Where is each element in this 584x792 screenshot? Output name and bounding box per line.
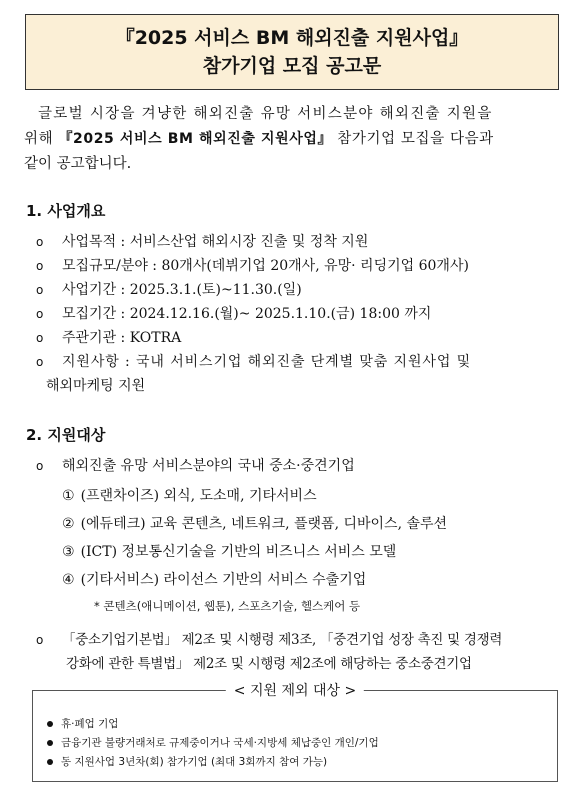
list-item [47, 753, 379, 772]
sub-item-text: (ICT) 정보통신기술을 기반의 비즈니스 서비스 모델 [80, 544, 397, 560]
intro-line-1: 글로벌 시장을 겨냥한 해외진출 유망 서비스분야 해외진출 지원을 [38, 106, 493, 122]
bullet-marker: o [36, 331, 44, 345]
list-item-text: 사업기간 : 2025.3.1.(토)~11.30.(일) [62, 282, 302, 298]
list-item [47, 715, 379, 734]
list-item [36, 278, 560, 302]
bullet-marker: o [36, 355, 45, 369]
sub-item-text: (프랜차이즈) 외식, 도소매, 기타서비스 [80, 488, 317, 504]
list-item-text: 모집기간 : 2024.12.16.(월)~ 2025.1.10.(금) 18:00 까지 [62, 306, 432, 322]
bullet-marker: o [36, 259, 44, 273]
sub-item-note: * 콘텐츠(애니메이션, 웹툰), 스포츠기술, 헬스케어 등 [94, 599, 361, 613]
list-item [36, 454, 560, 478]
sub-item-number: ④ [62, 572, 75, 588]
list-item [36, 628, 560, 652]
sub-item-number: ③ [62, 544, 75, 560]
section-1-title: 1. 사업개요 [26, 202, 106, 220]
list-item-text: 모집규모/분야 : 80개사(데뷔기업 20개사, 유망· 리딩기업 60개사) [62, 258, 469, 274]
title-box [25, 14, 559, 90]
section-1-list [36, 230, 560, 398]
intro-line-2-suffix: 참가기업 모집을 다음과 [337, 131, 494, 147]
section-2-title: 2. 지원대상 [26, 426, 106, 444]
list-item-continuation: 강화에 관한 특별법」 제2조 및 시행령 제2조에 해당하는 중소중견기업 [66, 656, 472, 672]
bullet-marker: o [36, 235, 44, 249]
bullet-marker: o [36, 459, 44, 473]
list-item [36, 230, 560, 254]
intro-paragraph [24, 102, 562, 177]
bullet-marker: o [36, 307, 44, 321]
sub-item-number: ② [62, 516, 75, 532]
sub-item [36, 538, 560, 566]
sub-item [36, 510, 560, 538]
intro-program-name: 『2025 서비스 BM 해외진출 지원사업』 [58, 131, 333, 147]
sub-item-text: (기타서비스) 라이선스 기반의 서비스 수출기업 [80, 572, 367, 588]
exclusion-item-text: 휴·폐업 기업 [61, 718, 119, 730]
bullet-marker: o [36, 633, 44, 647]
exclusion-item-text: 금융기관 불량거래처로 규제중이거나 국세·지방세 체납중인 개인/기업 [61, 737, 379, 749]
sub-item-number: ① [62, 488, 75, 504]
sub-item [36, 482, 560, 510]
bullet-marker: o [36, 283, 44, 297]
list-item [36, 254, 560, 278]
list-item-text: 사업목적 : 서비스산업 해외시장 진출 및 정착 지원 [62, 234, 369, 250]
list-item-text: 「중소기업기본법」 제2조 및 시행령 제3조, 「중견기업 성장 촉진 및 경쟁력 [62, 632, 503, 648]
page-subtitle: 참가기업 모집 공고문 [202, 55, 382, 77]
sub-item-text: (에듀테크) 교육 콘텐츠, 네트워크, 플랫폼, 디바이스, 솔루션 [80, 516, 448, 532]
list-item [36, 326, 560, 350]
exclusion-box [32, 683, 558, 782]
sub-item [36, 566, 560, 594]
intro-line-2-prefix: 위해 [24, 131, 59, 147]
list-item-continuation: 해외마케팅 지원 [46, 378, 146, 394]
section-2-list [36, 454, 560, 676]
bullet-dot-icon [47, 721, 53, 727]
page-title: 『2025 서비스 BM 해외진출 지원사업』 [115, 27, 469, 49]
intro-line-2 [24, 127, 562, 152]
list-item-text: 해외진출 유망 서비스분야의 국내 중소·중견기업 [62, 458, 355, 474]
bullet-dot-icon [47, 759, 53, 765]
bullet-dot-icon [47, 740, 53, 746]
list-item-text: 주관기관 : KOTRA [62, 330, 182, 346]
exclusion-list [47, 715, 379, 772]
list-item-text: 지원사항 : 국내 서비스기업 해외진출 단계별 맞춤 지원사업 및 [62, 354, 472, 370]
list-item [36, 350, 560, 374]
list-item [47, 734, 379, 753]
exclusion-title: < 지원 제외 대상 > [226, 680, 364, 700]
exclusion-item-text: 동 지원사업 3년차(회) 참가기업 (최대 3회까지 참여 가능) [61, 756, 328, 768]
intro-line-3: 같이 공고합니다. [24, 156, 132, 172]
list-item [36, 302, 560, 326]
